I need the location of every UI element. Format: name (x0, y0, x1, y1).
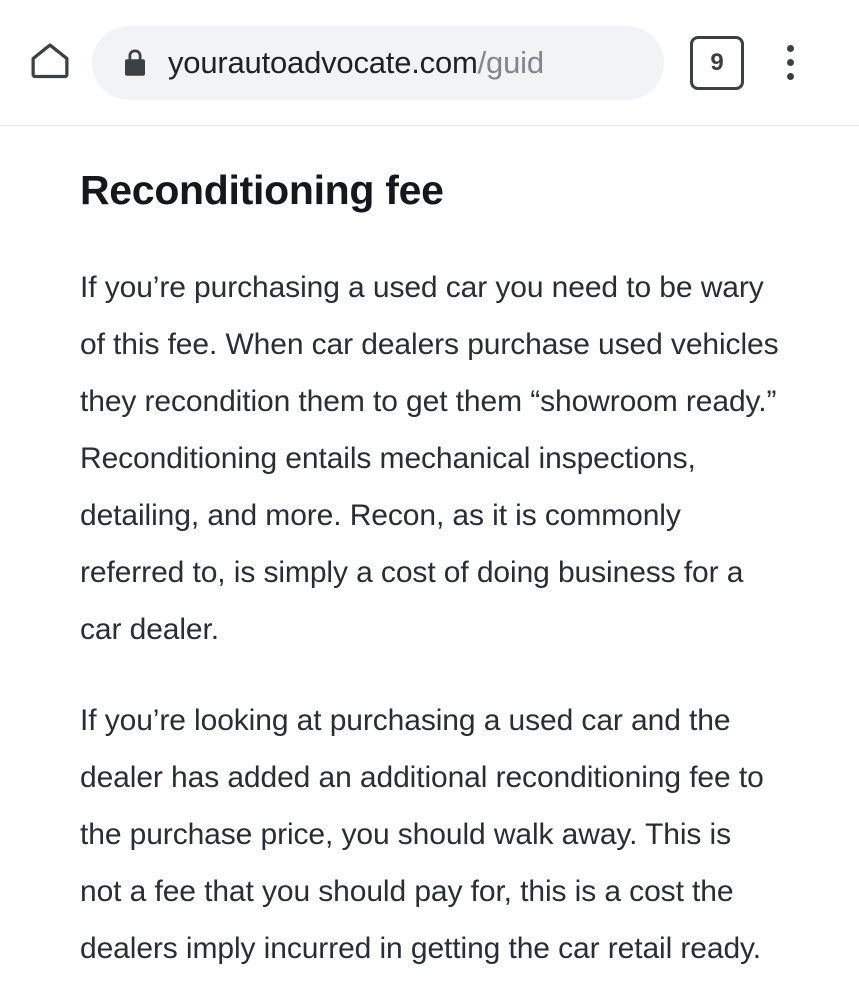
page-content (0, 126, 859, 1000)
overflow-menu-button[interactable] (762, 35, 818, 91)
home-button[interactable] (22, 35, 78, 91)
article-paragraph: If you’re looking at purchasing a used car and the dealer has added an additional reconditioning fee to the purchase price, you should walk away. This is not a fee that you should pay for, this is a cost the dealers imply incurred in getting the car retail ready. (80, 704, 764, 966)
overflow-menu-icon-dot3 (787, 73, 794, 80)
page-title: Reconditioning fee (80, 167, 444, 213)
overflow-menu-icon (787, 45, 794, 52)
overflow-menu-icon-dot2 (787, 59, 794, 66)
article-paragraph: If you’re purchasing a used car you need to be wary of this fee. When car dealers purchase used vehicles they recondition them to get them “showroom ready.” Reconditioning entails mechanical inspections, detailing, and more. Recon, as it is commonly referred to, is simply a cost of doing business for a car dealer. (80, 271, 779, 647)
home-icon (27, 37, 73, 88)
browser-toolbar (0, 0, 859, 126)
address-bar-url (168, 45, 544, 81)
address-bar[interactable] (92, 26, 664, 100)
address-bar-path: /guid (477, 44, 544, 80)
lock-icon (122, 48, 148, 78)
address-bar-domain: yourautoadvocate.com (168, 44, 478, 80)
tab-count-button[interactable]: 9 (690, 36, 744, 90)
